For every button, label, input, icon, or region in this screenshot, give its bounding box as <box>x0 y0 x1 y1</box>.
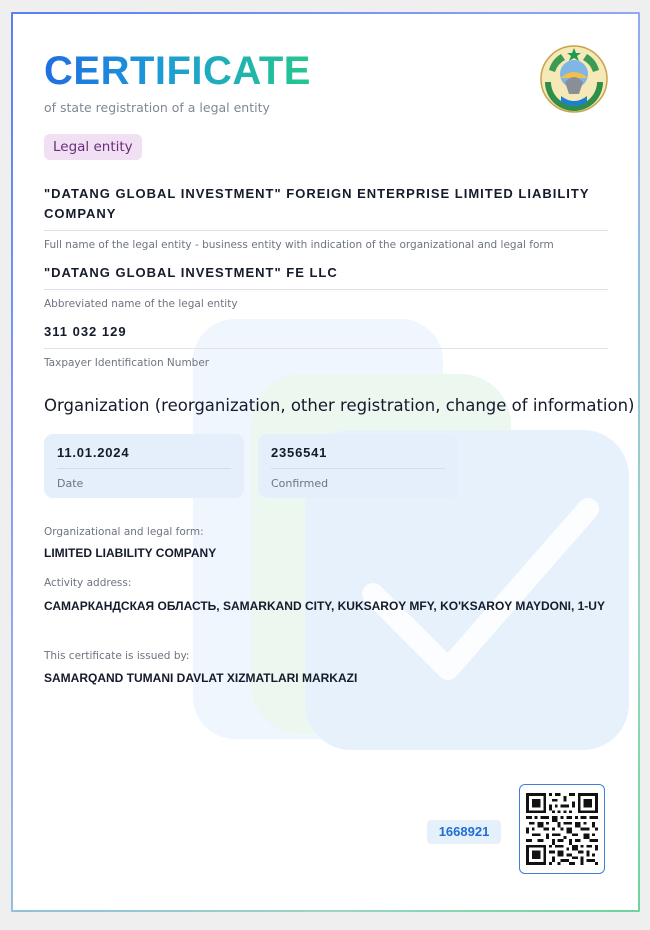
divider <box>44 230 608 231</box>
divider <box>57 468 231 469</box>
address-label: Activity address: <box>44 577 132 589</box>
confirmed-card <box>258 434 458 498</box>
issuer-value: SAMARQAND TUMANI DAVLAT XIZMATLARI MARKAZI <box>44 671 358 685</box>
confirmed-value: 2356541 <box>271 445 328 460</box>
tin-field <box>44 322 608 369</box>
certificate-subtitle: of state registration of a legal entity <box>44 100 270 115</box>
document-number: 1668921 <box>427 820 501 844</box>
certificate-title: CERTIFICATE <box>44 49 311 93</box>
legal-entity-badge: Legal entity <box>44 134 142 160</box>
date-label: Date <box>57 477 84 490</box>
confirmed-label: Confirmed <box>271 477 329 490</box>
state-emblem-icon <box>539 44 609 114</box>
short-name-field <box>44 263 608 310</box>
legal-form-value: LIMITED LIABILITY COMPANY <box>44 546 217 560</box>
divider <box>271 468 445 469</box>
full-name-value: "DATANG GLOBAL INVESTMENT" FOREIGN ENTERPRISE LIMITED LIABILITY COMPANY <box>44 186 590 221</box>
full-name-field <box>44 184 608 251</box>
issuer-label: This certificate is issued by: <box>44 650 190 662</box>
short-name-value: "DATANG GLOBAL INVESTMENT" FE LLC <box>44 265 338 280</box>
organization-heading: Organization (reorganization, other registration, change of information) <box>44 396 635 415</box>
short-name-label: Abbreviated name of the legal entity <box>44 298 238 310</box>
tin-label: Taxpayer Identification Number <box>44 357 210 369</box>
divider <box>44 348 608 349</box>
legal-form-label: Organizational and legal form: <box>44 526 204 538</box>
full-name-label: Full name of the legal entity - business entity with indication of the organizational and legal form <box>44 239 554 251</box>
qr-code[interactable] <box>519 784 605 874</box>
tin-value: 311 032 129 <box>44 324 127 339</box>
date-card <box>44 434 244 498</box>
date-value: 11.01.2024 <box>57 445 130 460</box>
certificate-page <box>13 14 638 910</box>
qr-code-icon <box>526 793 598 865</box>
certificate-frame <box>11 12 640 912</box>
address-value: САМАРКАНДСКАЯ ОБЛАСТЬ, SAMARKAND CITY, KUKSAROY MFY, KO'KSAROY MAYDONI, 1-UY <box>44 599 605 613</box>
divider <box>44 289 608 290</box>
